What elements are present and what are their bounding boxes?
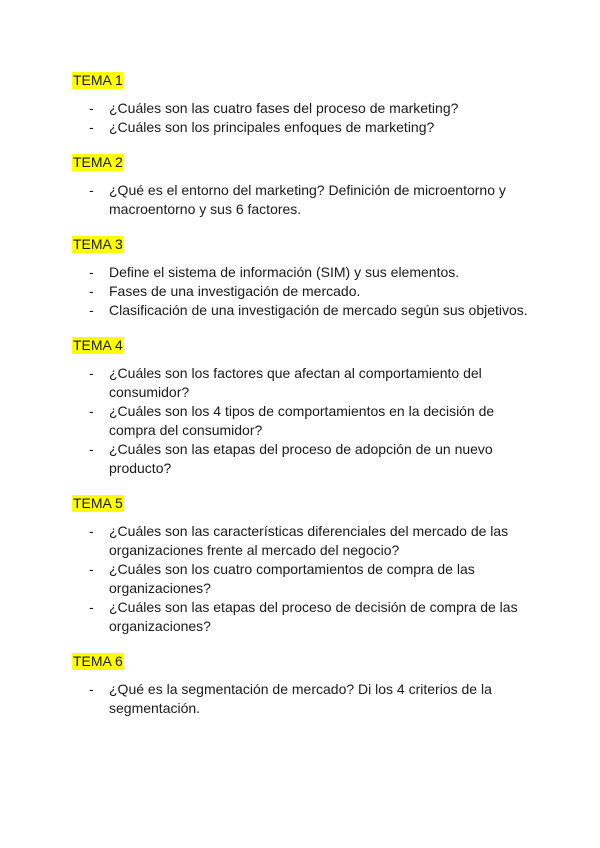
- bullet-dash: -: [89, 119, 94, 135]
- list-item: [72, 301, 529, 320]
- question-text: ¿Cuáles son los factores que afectan al comportamiento del consumidor?: [109, 365, 482, 400]
- bullet-dash: -: [89, 302, 94, 318]
- list-item: [72, 680, 529, 718]
- question-list: [72, 522, 528, 636]
- question-list: [72, 680, 528, 718]
- question-text: ¿Cuáles son los 4 tipos de comportamientos en la decisión de compra del consumidor?: [109, 403, 495, 438]
- section-title: TEMA 6: [73, 653, 123, 669]
- question-text: ¿Cuáles son las etapas del proceso de adopción de un nuevo producto?: [109, 441, 493, 476]
- question-list: [72, 181, 528, 219]
- question-text: ¿Cuáles son los cuatro comportamientos de compra de las organizaciones?: [109, 561, 475, 596]
- question-list: [72, 364, 528, 478]
- question-text: Clasificación de una investigación de mercado según sus objetivos.: [109, 302, 528, 318]
- bullet-dash: -: [89, 365, 94, 381]
- bullet-dash: -: [89, 681, 94, 697]
- list-item: [72, 118, 529, 137]
- list-item: [72, 560, 529, 598]
- question-text: ¿Cuáles son las características diferenciales del mercado de las organizaciones frente al mercado del negocio?: [109, 523, 509, 558]
- list-item: [72, 402, 529, 440]
- section-tema-6: [72, 653, 528, 718]
- section-tema-5: [72, 495, 528, 636]
- list-item: [72, 282, 529, 301]
- section-tema-3: [72, 236, 528, 320]
- section-title: TEMA 2: [73, 154, 123, 170]
- bullet-dash: -: [89, 283, 94, 299]
- question-text: ¿Cuáles son las etapas del proceso de decisión de compra de las organizaciones?: [109, 599, 518, 634]
- list-item: [72, 598, 529, 636]
- section-title: TEMA 4: [73, 337, 123, 353]
- question-text: Define el sistema de información (SIM) y sus elementos.: [109, 264, 460, 280]
- section-tema-2: [72, 154, 528, 219]
- section-tema-4: [72, 337, 528, 478]
- bullet-dash: -: [89, 441, 94, 457]
- question-text: ¿Cuáles son las cuatro fases del proceso de marketing?: [109, 100, 459, 116]
- bullet-dash: -: [89, 523, 94, 539]
- bullet-dash: -: [89, 403, 94, 419]
- bullet-dash: -: [89, 561, 94, 577]
- section-title: TEMA 1: [73, 72, 123, 88]
- list-item: [72, 99, 529, 118]
- question-list: [72, 99, 528, 137]
- list-item: [72, 364, 529, 402]
- question-text: ¿Cuáles son los principales enfoques de marketing?: [109, 119, 435, 135]
- bullet-dash: -: [89, 100, 94, 116]
- list-item: [72, 263, 529, 282]
- list-item: [72, 440, 529, 478]
- section-title: TEMA 5: [73, 495, 123, 511]
- bullet-dash: -: [89, 599, 94, 615]
- section-tema-1: [72, 72, 528, 137]
- section-title: TEMA 3: [73, 236, 123, 252]
- list-item: [72, 522, 529, 560]
- list-item: [72, 181, 529, 219]
- bullet-dash: -: [89, 182, 94, 198]
- question-list: [72, 263, 528, 320]
- question-text: ¿Qué es el entorno del marketing? Definición de microentorno y macroentorno y sus 6 factores.: [109, 182, 506, 217]
- question-text: Fases de una investigación de mercado.: [109, 283, 361, 299]
- question-text: ¿Qué es la segmentación de mercado? Di los 4 criterios de la segmentación.: [109, 681, 492, 716]
- bullet-dash: -: [89, 264, 94, 280]
